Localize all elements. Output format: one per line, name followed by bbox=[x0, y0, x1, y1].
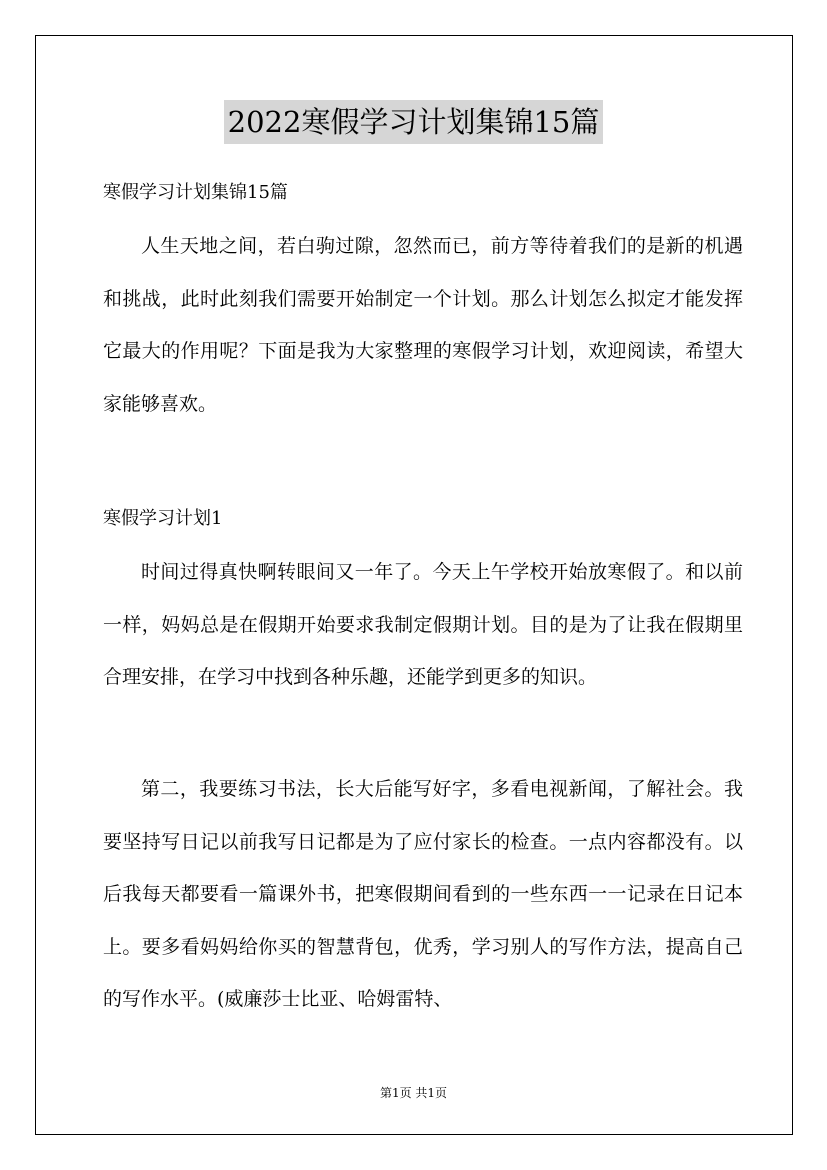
document-subtitle: 寒假学习计划集锦15篇 bbox=[103, 182, 288, 203]
title-container bbox=[0, 100, 827, 144]
document-title: 2022寒假学习计划集锦15篇 bbox=[224, 100, 604, 144]
body-paragraph-2: 第二，我要练习书法，长大后能写好字，多看电视新闻，了解社会。我要坚持写日记以前我写日记都是为了应付家长的检查。一点内容都没有。以后我每天都要看一篇课外书，把寒假期间看到的一些东西一一记录在日记本上。要多看妈妈给你买的智慧背包，优秀，学习别人的写作方法，提高自己的写作水平。(威廉莎士比亚、哈姆雷特、 bbox=[103, 778, 743, 1010]
intro-paragraph: 人生天地之间，若白驹过隙，忽然而已，前方等待着我们的是新的机遇和挑战，此时此刻我们需要开始制定一个计划。那么计划怎么拟定才能发挥它最大的作用呢？下面是我为大家整理的寒假学习计划，欢迎阅读，希望大家能够喜欢。 bbox=[103, 235, 743, 415]
section-heading: 寒假学习计划1 bbox=[103, 508, 223, 529]
body-paragraph-1: 时间过得真快啊转眼间又一年了。今天上午学校开始放寒假了。和以前一样，妈妈总是在假期开始要求我制定假期计划。目的是为了让我在假期里合理安排，在学习中找到各种乐趣，还能学到更多的知识。 bbox=[103, 561, 743, 688]
page-footer: 第1页 共1页 bbox=[379, 1086, 448, 1100]
